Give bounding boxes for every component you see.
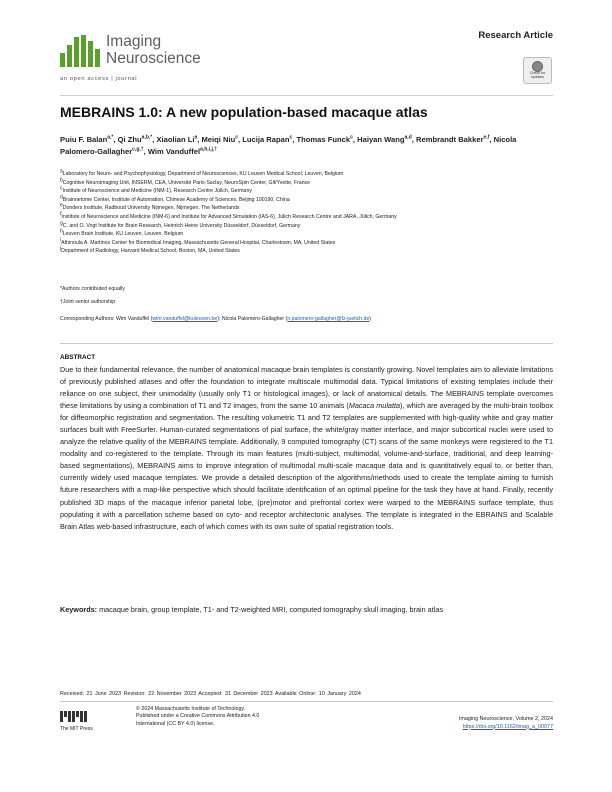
senior-authorship-note: †Joint senior authorship bbox=[60, 299, 116, 305]
journal-logo[interactable] bbox=[60, 33, 210, 83]
author[interactable]: Qi Zhu$^{a,b,*}$ bbox=[117, 134, 153, 144]
journal-name-line1: Imaging bbox=[106, 33, 162, 50]
corresponding-prefix: Corresponding Authors: Wim Vanduffel ( bbox=[60, 316, 153, 322]
mit-press-logo[interactable] bbox=[60, 711, 120, 733]
affiliation-item: $^a$Laboratory for Neuro- and Psychophysiology, Department of Neurosciences, KU Leuven Medical School, Leuven, Belgium bbox=[60, 168, 344, 177]
affiliation-list bbox=[60, 170, 552, 256]
affiliation-item: $^j$Department of Radiology, Harvard Medical School, Boston, MA, United States bbox=[60, 245, 240, 255]
publication-dates: Received: 21 June 2023 Revision: 22 November 2023 Accepted: 31 December 2023 Available Online: 10 January 2024 bbox=[60, 691, 361, 697]
paper-title: MEBRAINS 1.0: A new population-based macaque atlas bbox=[60, 104, 428, 120]
corresponding-authors bbox=[60, 316, 371, 322]
affiliation-item: $^e$Donders Institute, Radboud University Nijmegen, Nijmegen, The Netherlands bbox=[60, 202, 240, 212]
equal-contribution-note: *Authors contributed equally bbox=[60, 286, 125, 292]
journal-name bbox=[106, 33, 201, 67]
affiliation-item: $^h$Leuven Brain Institute, KU Leuven, Leuven, Belgium bbox=[60, 228, 184, 238]
journal-volume: Imaging Neuroscience, Volume 2, 2024 bbox=[458, 716, 553, 722]
doi-link[interactable]: https://doi.org/10.1162/imag_a_00077 bbox=[462, 723, 553, 730]
author[interactable]: Wim Vanduffel$^{a,h,i,j,\dagger}$ bbox=[147, 145, 218, 156]
author[interactable]: Lucija Rapan$^c$ bbox=[242, 134, 293, 144]
keywords bbox=[60, 604, 553, 616]
keywords-text: macaque brain, group template, T1- and T2-weighted MRI, computed tomography skull imaging, brain atlas bbox=[97, 605, 443, 614]
footer-divider bbox=[60, 701, 553, 702]
species-name: Macaca mulatta bbox=[348, 401, 401, 411]
section-divider bbox=[60, 343, 553, 344]
author[interactable]: Puiu F. Balan$^{a,*}$ bbox=[60, 134, 114, 144]
abstract-body: Due to their fundamental relevance, the number of anatomical macaque brain templates is constantly growing. Novel templates aim to alleviate limitations of previously published atlases and offer the foundation to integrate multiscale multimodal data. Typical limitations of existing templates include their reliance on one subject, their unimodality (usually only T1 or histological images), or lack of anatomical details. The MEBRAINS template overcomes these limitations by using a combination of T1 and T2 images, from the same 10 animals (Macaca mulatta), which are averaged by the multi-brain toolbox for diffeomorphic registration and segmentation. The resulting volumetric T1 and T2 templates are supplemented with high-quality white and gray matter surfaces built with FreeSurfer. Human-curated segmentations of pial surface, the white/gray matter interface, and major subcortical nuclei were used to analyze the relative quality of the MEBRAINS template. Additionally, 9 computed tomography (CT) scans of the same monkeys were registered to the T1 modality and co-registered to the template. Through its main features (multi-subject, multimodal, volume-and-surface, traditional, and deep learning-based segmentations), MEBRAINS aims to improve integration of multimodal multi-scale macaque data and is quantitatively equal to, or better than, currently widely used macaque templates. We provide a detailed description of the algorithms/methods used to create the template aiming to furnish future researchers with a map-like perspective which should facilitate identification of an optimal pipeline for the task they have at hand. Finally, recently published 3D maps of the macaque inferior parietal lobe, (pre)motor and prefrontal cortex were warped to the MEBRAINS surface template, thus populating it with a parcellation scheme based on cyto- and receptor architectonic analyses. The template is integrated in the EBRAINS and Scalable Brain Atlas web-based infrastructure, each of which comes with its own suite of spatial registration tools. bbox=[60, 365, 553, 531]
journal-name-line2: Neuroscience bbox=[106, 50, 201, 67]
abstract-heading: ABSTRACT bbox=[60, 354, 96, 361]
email-link-vanduffel[interactable]: wim.vanduffel@kuleuven.be bbox=[152, 316, 218, 322]
check-for-updates-badge[interactable] bbox=[523, 57, 552, 84]
check-for-updates-label: Check for updates bbox=[529, 71, 546, 80]
author[interactable]: Xiaolian Li$^a$ bbox=[156, 134, 198, 144]
author[interactable]: Nicola Palomero-Gallagher$^{c,g,\dagger}$ bbox=[60, 135, 517, 156]
affiliation-item: $^i$Athinoula A. Martinos Center for Biomedical Imaging, Massachusetts General Hospital, Charlestown, MA, United States bbox=[60, 237, 336, 246]
author[interactable]: Haiyan Wang$^{a,d}$ bbox=[357, 134, 412, 144]
corresponding-middle: ); Nicola Palomero-Gallagher ( bbox=[217, 316, 288, 322]
affiliation-item: $^f$Institute of Neuroscience and Medicine (INM-6) and Institute for Advanced Simulation (IAS-6), Jülich Research Centre and JARA, Jülich, Germany bbox=[60, 211, 397, 220]
affiliation-item: $^b$Cognitive Neuroimaging Unit, INSERM, CEA, Université Paris-Saclay, NeuroSpin Center, Gif/Yvette, France bbox=[60, 176, 311, 186]
journal-subtitle: an open access | journal bbox=[60, 76, 138, 82]
article-type: Research Article bbox=[478, 30, 553, 41]
journal-reference bbox=[459, 716, 553, 731]
license-line: Published under a Creative Commons Attribution 4.0 bbox=[136, 713, 260, 720]
logo-bars-icon bbox=[60, 35, 100, 67]
mit-press-bars-icon bbox=[60, 711, 120, 722]
author[interactable]: Thomas Funck$^c$ bbox=[296, 134, 353, 144]
email-link-palomero-gallagher[interactable]: n.palomero-gallagher@fz-juelich.de bbox=[287, 316, 370, 322]
keywords-label: Keywords: bbox=[60, 605, 98, 614]
author-list: Puiu F. Balan$^{a,*}$, Qi Zhu$^{a,b,*}$, Xiaolian Li$^a$, Meiqi Niu$^c$, Lucija Rapan$^c$, Thomas Funck$^c$, Haiyan Wang$^{a,d}$, Rembrandt Bakker$^{e,f}$, Nicola Palomero-Gallagher$^{c,g,\dagger}$, Wim Vanduffel$^{a,h,i,j,\dagger}$ bbox=[60, 134, 517, 156]
affiliation-item: $^d$Brainnetome Center, Institute of Automation, Chinese Academy of Sciences, Beijing 100190, China bbox=[60, 194, 290, 203]
corresponding-suffix: ) bbox=[369, 316, 372, 322]
license-info bbox=[136, 706, 259, 728]
affiliation-item: $^g$C. and O. Vogt Institute for Brain Research, Heinrich Heine University Düsseldorf, Düsseldorf, Germany bbox=[60, 219, 301, 229]
copyright-line: © 2024 Massachusetts Institute of Technology. bbox=[136, 706, 246, 712]
affiliation-item: $^c$Institute of Neuroscience and Medicine (INM-1), Research Centre Jülich, Germany bbox=[60, 185, 252, 195]
publisher-name: The MIT Press bbox=[60, 726, 93, 732]
author[interactable]: Meiqi Niu$^c$ bbox=[201, 134, 238, 144]
license-line: International (CC BY 4.0) license. bbox=[136, 720, 215, 727]
header-divider bbox=[60, 95, 553, 96]
author[interactable]: Rembrandt Bakker$^{e,f}$ bbox=[416, 134, 490, 144]
